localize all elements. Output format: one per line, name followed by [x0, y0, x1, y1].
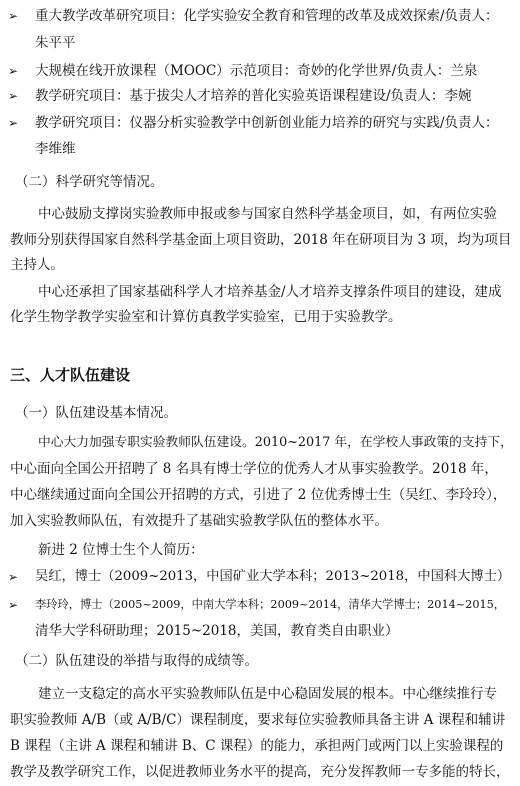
subsection-heading-team-basics: （一）队伍建设基本情况。 — [15, 405, 177, 421]
profiles-intro: 新进 2 位博士生个人简历： — [38, 542, 204, 558]
bullet-arrow-icon: ➢ — [8, 64, 19, 78]
team-para1-line3: 中心继续通过面向全国公开招聘的方式，引进了 2 位优秀博士生（吴红、李玲玲）， — [10, 487, 507, 503]
profile-item-2-line2: 清华大学科研助理；2015~2018，美国，教育类自由职业） — [35, 623, 399, 639]
project-item-1-line1: 重大教学改革研究项目：化学实验安全教育和管理的改革及成效探索/负责人： — [35, 8, 499, 24]
research-para1-line3: 主持人。 — [10, 257, 64, 273]
team-para1-line2: 中心面向全国公开招聘了 8 名具有博士学位的优秀人才从事实验教学。2018 年， — [10, 461, 498, 477]
project-item-2: 大规模在线开放课程（MOOC）示范项目：奇妙的化学世界/负责人：兰泉 — [35, 63, 478, 79]
team-para2-line1: 建立一支稳定的高水平实验教师队伍是中心稳固发展的根本。中心继续推行专 — [38, 686, 497, 702]
bullet-arrow-icon: ➢ — [8, 116, 19, 130]
project-item-1-line2: 朱平平 — [35, 35, 76, 51]
project-item-4-line1: 教学研究项目：仪器分析实验教学中创新创业能力培养的研究与实践/负责人： — [35, 115, 499, 131]
subsection-heading-team-measures: （二）队伍建设的举措与取得的成绩等。 — [15, 653, 258, 669]
team-para1-line4: 加入实验教师队伍，有效提升了基础实验教学队伍的整体水平。 — [10, 513, 388, 529]
team-para2-line2: 职实验教师 A/B（或 A/B/C）课程制度，要求每位实验教师具备主讲 A 课程和辅讲 — [10, 712, 506, 728]
project-item-3: 教学研究项目：基于拔尖人才培养的普化实验英语课程建设/负责人：李婉 — [35, 88, 472, 104]
team-para1-line1: 中心大力加强专职实验教师队伍建设。2010~2017 年，在学校人事政策的支持下， — [38, 435, 513, 450]
team-para2-line3: B 课程（主讲 A 课程和辅讲 B、C 课程）的能力，承担两门或两门以上实验课程的 — [10, 738, 504, 754]
section-heading-talent-team: 三、人才队伍建设 — [10, 366, 131, 384]
profile-item-1: 吴红，博士（2009~2013，中国矿业大学本科；2013~2018，中国科大博士） — [35, 569, 511, 584]
bullet-arrow-icon: ➢ — [8, 9, 19, 23]
project-item-4-line2: 李维维 — [35, 141, 76, 157]
profile-item-2-line1: 李玲玲，博士（2005~2009，中南大学本科；2009~2014，清华大学博士；2014~2015， — [35, 598, 506, 611]
team-para2-line4: 教学及教学研究工作，以促进教师业务水平的提高，充分发挥教师一专多能的特长， — [10, 764, 510, 780]
subsection-heading-research: （二）科学研究等情况。 — [15, 174, 164, 190]
bullet-arrow-icon: ➢ — [8, 598, 19, 612]
bullet-arrow-icon: ➢ — [8, 89, 19, 103]
research-para1-line2: 教师分别获得国家自然科学基金面上项目资助，2018 年在研项目为 3 项，均为项目 — [10, 232, 512, 248]
bullet-arrow-icon: ➢ — [8, 570, 19, 584]
research-para2-line1: 中心还承担了国家基础科学人才培养基金/人才培养支撑条件项目的建设，建成 — [38, 284, 502, 300]
research-para2-line2: 化学生物学教学实验室和计算仿真教学实验室，已用于实验教学。 — [10, 309, 402, 325]
research-para1-line1: 中心鼓励支撑岗实验教师申报或参与国家自然科学基金项目，如，有两位实验 — [38, 206, 497, 222]
